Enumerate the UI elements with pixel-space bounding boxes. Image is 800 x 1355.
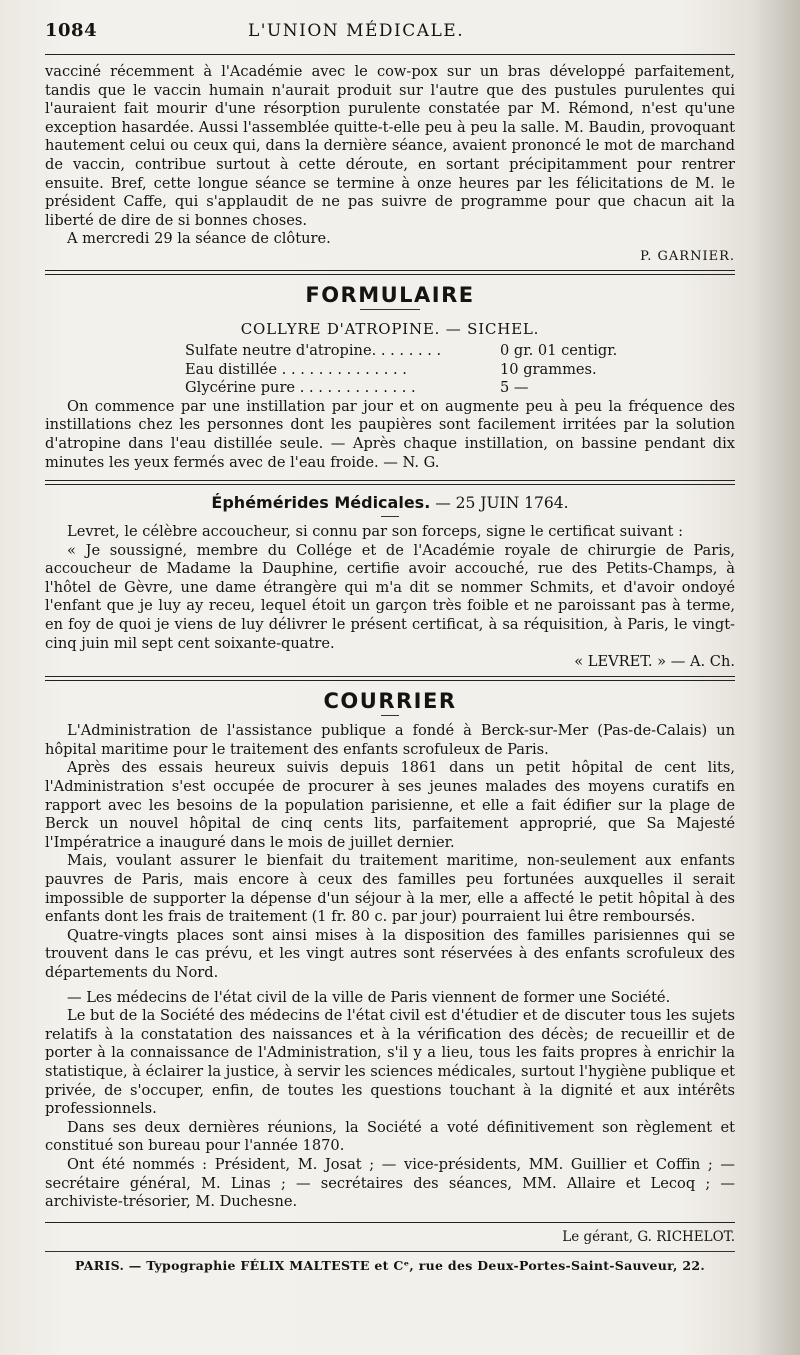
courrier-paragraph: Mais, voulant assurer le bienfait du traitement maritime, non-seulement aux enfants pauvres de Paris, mais encore à ceux des familles peu fortunées auxquelles il serait impossible de supporter la dépense d'un séjour à la mer, elle a affecté le petit hôpital à des enfants dont les frais de traitement (1 fr. 80 c. par jour) pourraient lui être remboursés. bbox=[45, 852, 735, 926]
header-rule bbox=[45, 54, 735, 55]
ingredient-qty: 0 gr. 01 centigr. bbox=[500, 341, 618, 359]
page-edge-shadow bbox=[752, 0, 800, 1355]
recipe-row bbox=[185, 361, 735, 380]
ephemerides-heading bbox=[45, 493, 735, 512]
intro-section bbox=[45, 63, 735, 264]
ephemerides-signature: « LEVRET. » — A. Ch. bbox=[574, 653, 735, 671]
ingredient-qty: 5 — bbox=[500, 379, 529, 397]
title-rule bbox=[381, 715, 399, 716]
recipe-list bbox=[185, 342, 735, 398]
footer-rule bbox=[45, 1251, 735, 1252]
section-divider bbox=[45, 480, 735, 485]
courrier-paragraph: Quatre-vingts places sont ainsi mises à la disposition des familles parisiennes qui se trouvent dans le cas prévu, et les vingt autres sont réservées à des enfants scrofuleux des départements du Nord. bbox=[45, 926, 735, 981]
formulaire-text: On commence par une instillation par jour et on augmente peu à peu la fréquence des instillations chez les personnes dont les paupières sont facilement irritées par la solution d'atropine dans l'eau distillée seule. — Après chaque instillation, on bassine pendant dix minutes les yeux fermés avec de l'eau froide. — N. G. bbox=[45, 397, 735, 471]
ephemerides-date: — 25 JUIN 1764. bbox=[435, 494, 569, 513]
courrier-paragraph: Après des essais heureux suivis depuis 1861 dans un petit hôpital de cent lits, l'Administration s'est occupée de procurer à ses jeunes malades des moyens curatifs en rapport avec les besoins de la population parisienne, et elle a fait édifier sur la plage de Berck un nouvel hôpital de cinq cents lits, parfaitement approprié, que Sa Majesté l'Impératrice a inauguré dans le mois de juillet dernier. bbox=[45, 759, 735, 851]
courrier-paragraph: Dans ses deux dernières réunions, la Société a voté définitivement son règlement et constitué son bureau pour l'année 1870. bbox=[45, 1118, 735, 1155]
intro-paragraph: vacciné récemment à l'Académie avec le cow-pox sur un bras développé parfaitement, tandis que le vaccin humain n'aurait produit sur l'autre que des pustules purulentes qui l'auraient fait mourir d'une résorption purulente constatée par M. Rémond, n'est qu'une exception hasardée. Aussi l'assemblée quitte-t-elle peu à peu la salle. M. Baudin, provoquant hautement celui ou ceux qui, dans la dernière séance, avaient prononcé le mot de marchand de vaccin, contribue surtout à cette déroute, en sortant précipitamment pour rentrer ensuite. Bref, cette longue séance se termine à onze heures par les félicitations de M. le président Caffe, qui s'applaudit de ne pas suivre de programme pour que chacun ait la liberté de dire de si bonnes choses. bbox=[45, 63, 735, 229]
courrier-paragraph: Ont été nommés : Président, M. Josat ; — vice-présidents, MM. Guillier et Coffin ; — secrétaire général, M. Linas ; — secrétaires des séances, MM. Allaire et Lecoq ; — archiviste-trésorier, M. Duchesne. bbox=[45, 1155, 735, 1211]
courrier-section bbox=[45, 689, 735, 1211]
title-rule bbox=[381, 516, 399, 517]
journal-title: L'UNION MÉDICALE. bbox=[247, 21, 465, 41]
gerant-line: Le gérant, G. RICHELOT. bbox=[562, 1228, 735, 1245]
ephemerides-intro: Levret, le célèbre accoucheur, si connu par son forceps, signe le certificat suivant : bbox=[67, 523, 683, 541]
intro-closing: A mercredi 29 la séance de clôture. bbox=[67, 230, 331, 248]
formulaire-section bbox=[45, 283, 735, 472]
courrier-paragraph: — Les médecins de l'état civil de la ville de Paris viennent de former une Société. bbox=[67, 988, 671, 1006]
recipe-row bbox=[185, 379, 735, 398]
printer-footer: PARIS. — Typographie FÉLIX MALTESTE et Cᵉ, rue des Deux-Portes-Saint-Sauveur, 22. bbox=[74, 1257, 706, 1273]
ingredient-name: Eau distillée . . . . . . . . . . . . . . bbox=[185, 360, 407, 378]
ingredient-qty: 10 grammes. bbox=[500, 360, 597, 378]
formulaire-title: FORMULAIRE bbox=[305, 282, 475, 307]
running-header bbox=[45, 20, 735, 46]
ephemerides-section bbox=[45, 493, 735, 670]
formulaire-subtitle: COLLYRE D'ATROPINE. — SICHEL. bbox=[240, 319, 540, 338]
courrier-title: COURRIER bbox=[323, 689, 457, 714]
recipe-row bbox=[185, 342, 735, 361]
page-number: 1084 bbox=[45, 20, 98, 41]
ingredient-name: Glycérine pure . . . . . . . . . . . . . bbox=[185, 379, 416, 397]
courrier-paragraph: Le but de la Société des médecins de l'état civil est d'étudier et de discuter tous les sujets relatifs à la constatation des naissances et à la vérification des décès; de recueillir et de porter à la connaissance de l'Administration, s'il y a lieu, tous les faits propres à enrichir la statistique, à éclairer la justice, à servir les sciences médicales, surtout l'hygiène publique et privée, de s'occuper, enfin, de toutes les questions touchant à la dignité et aux intérêts professionnels. bbox=[45, 1007, 735, 1118]
ephemerides-title: Éphémérides Médicales. bbox=[211, 493, 431, 513]
courrier-paragraph: L'Administration de l'assistance publique a fondé à Berck-sur-Mer (Pas-de-Calais) un hôpital maritime pour le traitement des enfants scrofuleux de Paris. bbox=[45, 722, 735, 758]
ingredient-name: Sulfate neutre d'atropine. . . . . . . . bbox=[185, 341, 442, 359]
footer-rule bbox=[45, 1222, 735, 1223]
ephemerides-quote: « Je soussigné, membre du Collége et de l'Académie royale de chirurgie de Paris, accoucheur de Madame la Dauphine, certifie avoir accouché, rue des Petits-Champs, à l'hôtel de Gèvre, une dame étrangère qui m'a dit se nommer Schmits, et d'avoir ondoyé l'enfant que je luy ay receu, lequel étoit un garçon très foible et ne paroissant pas à terme, en foy de quoi je viens de luy délivrer le présent certificat, à sa réquisition, à Paris, le vingt-cinq juin mil sept cent soixante-quatre. bbox=[45, 541, 735, 652]
page-content bbox=[45, 20, 735, 1273]
intro-signature: P. GARNIER. bbox=[640, 248, 735, 264]
title-rule bbox=[360, 309, 420, 310]
section-divider bbox=[45, 676, 735, 681]
section-divider bbox=[45, 270, 735, 275]
